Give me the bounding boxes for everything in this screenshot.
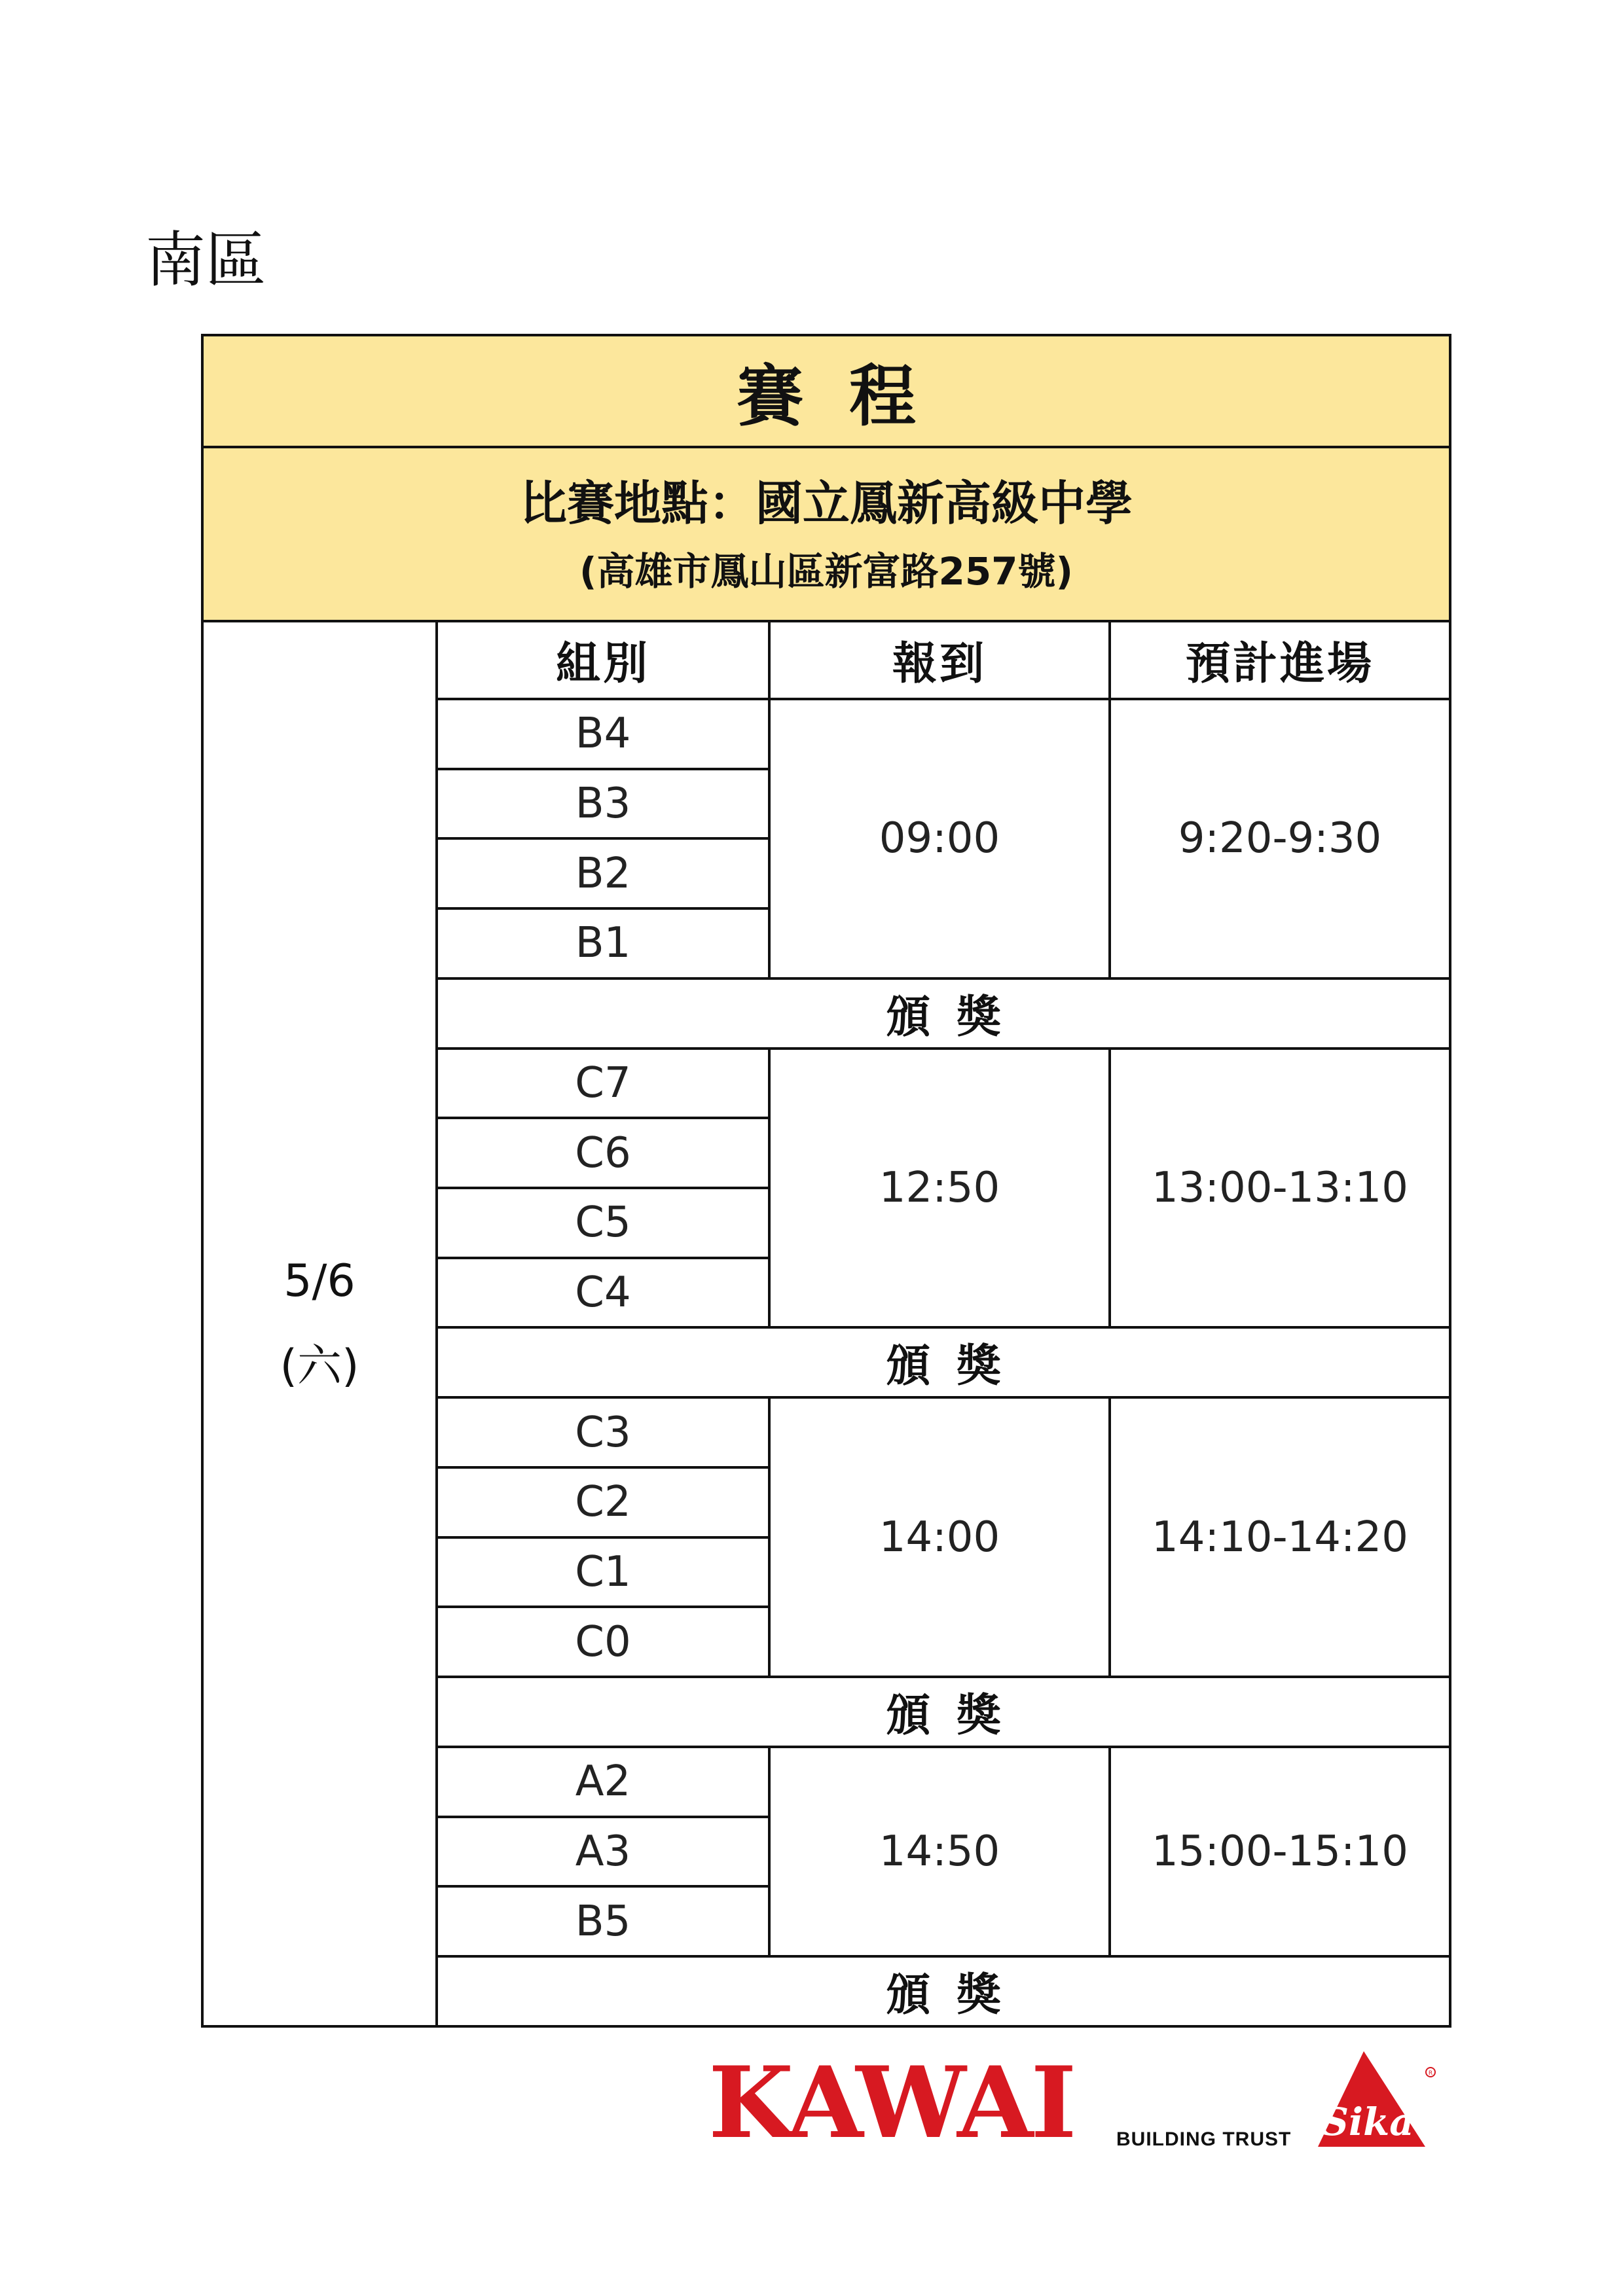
sika-logo <box>1313 2049 1437 2157</box>
venue-address: (高雄市鳳山區新富路257號) <box>579 549 1074 594</box>
group-cell: C2 <box>437 1467 769 1537</box>
footer-logos <box>0 2042 1623 2166</box>
group-cell: B1 <box>437 908 769 978</box>
group-cell: B3 <box>437 769 769 839</box>
date-value: 5/6 <box>283 1255 356 1308</box>
group-cell: C0 <box>437 1607 769 1677</box>
building-trust-tagline: BUILDING TRUST <box>1116 2128 1292 2150</box>
group-cell: C6 <box>437 1118 769 1188</box>
group-cell: B2 <box>437 838 769 908</box>
header-checkin: 報到 <box>769 621 1110 699</box>
group-cell: C3 <box>437 1397 769 1467</box>
award-row: 頒獎 <box>437 978 1450 1049</box>
header-entry: 預計進場 <box>1110 621 1450 699</box>
award-row: 頒獎 <box>437 1327 1450 1397</box>
checkin-time: 14:50 <box>769 1747 1110 1956</box>
group-cell: B4 <box>437 699 769 769</box>
header-group: 組別 <box>437 621 769 699</box>
sika-wordmark: Sika <box>1321 2100 1414 2144</box>
region-label: 南區 <box>145 225 266 295</box>
award-row: 頒獎 <box>437 1677 1450 1747</box>
award-row: 頒獎 <box>437 1956 1450 2026</box>
entry-time: 14:10-14:20 <box>1110 1397 1450 1677</box>
group-cell: C5 <box>437 1188 769 1258</box>
group-cell: C7 <box>437 1049 769 1119</box>
entry-time: 9:20-9:30 <box>1110 699 1450 978</box>
group-cell: C4 <box>437 1258 769 1328</box>
registered-mark-letter: R <box>1428 2070 1433 2077</box>
schedule-table <box>201 334 1451 2028</box>
group-cell: B5 <box>437 1886 769 1956</box>
venue-cell <box>202 447 1450 621</box>
venue-name: 比賽地點：國立鳳新高級中學 <box>519 476 1133 531</box>
group-cell: C1 <box>437 1537 769 1607</box>
checkin-time: 14:00 <box>769 1397 1110 1677</box>
entry-time: 15:00-15:10 <box>1110 1747 1450 1956</box>
schedule-title: 賽程 <box>202 335 1450 447</box>
kawai-logo: KAWAI <box>708 2045 1074 2161</box>
date-cell <box>202 621 437 2026</box>
checkin-time: 09:00 <box>769 699 1110 978</box>
entry-time: 13:00-13:10 <box>1110 1049 1450 1328</box>
weekday-value: (六) <box>280 1340 359 1392</box>
group-cell: A2 <box>437 1747 769 1817</box>
checkin-time: 12:50 <box>769 1049 1110 1328</box>
group-cell: A3 <box>437 1817 769 1887</box>
